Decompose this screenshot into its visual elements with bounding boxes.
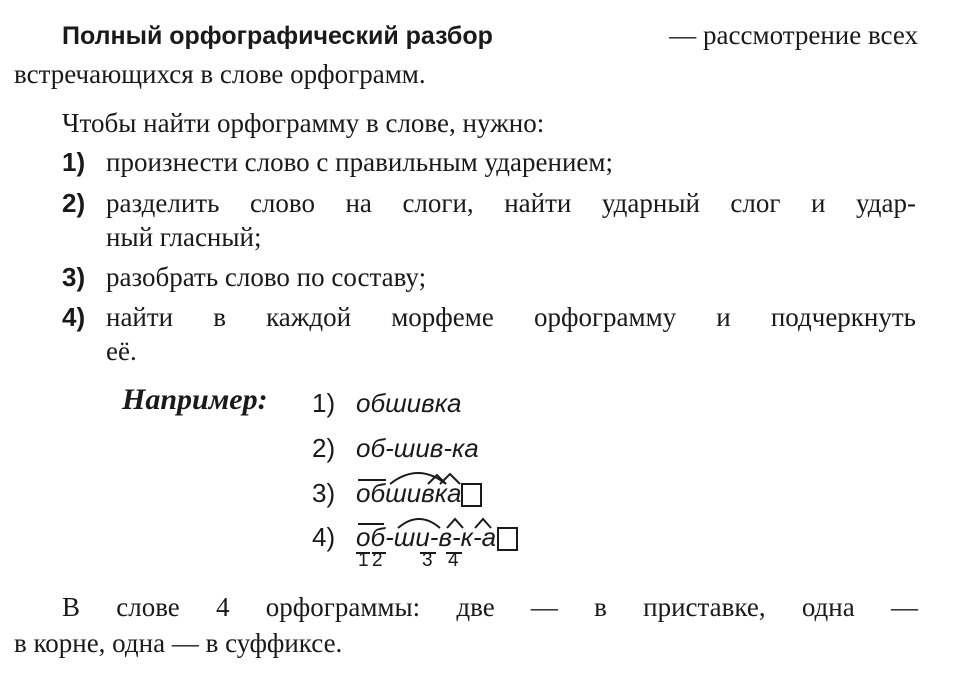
example-label: Например: bbox=[122, 383, 268, 416]
step-4-number: 4) bbox=[62, 302, 86, 332]
orthogram-marker-2: 2 bbox=[372, 550, 383, 571]
conclusion-line-2: в корне, одна — в суффиксе. bbox=[14, 628, 343, 658]
orthogram-marker-3: 3 bbox=[422, 550, 433, 571]
step-3-number: 3) bbox=[62, 262, 86, 292]
step-1-number: 1) bbox=[62, 147, 86, 177]
example-4-number: 4) bbox=[312, 522, 336, 552]
step-4-text-line-2: её. bbox=[106, 336, 137, 366]
definition-text: — рассмотрение всех bbox=[669, 20, 918, 50]
ending-mark-4 bbox=[498, 528, 517, 550]
definition-term: Полный орфографический разбор bbox=[62, 22, 493, 50]
step-1-text: произнести слово с правильным ударением; bbox=[106, 147, 613, 177]
orthogram-marker-1: 1 bbox=[358, 550, 369, 571]
example-2-word: об-шив-ка bbox=[356, 433, 479, 463]
step-2-number: 2) bbox=[62, 188, 86, 218]
example-3-word: обшивка bbox=[356, 478, 462, 508]
root-mark-4 bbox=[398, 519, 440, 528]
step-3-text: разобрать слово по составу; bbox=[106, 262, 427, 292]
example-1-number: 1) bbox=[312, 388, 336, 418]
step-2-text-line-2: ный гласный; bbox=[106, 222, 262, 252]
example-3-number: 3) bbox=[312, 478, 336, 508]
definition-line-2: встречающихся в слове орфограмм. bbox=[14, 59, 426, 89]
suffix-mark-4a bbox=[447, 519, 463, 528]
ending-mark bbox=[462, 484, 481, 506]
step-4-text-line-1: найти в каждой морфеме орфограмму и подчеркнуть bbox=[106, 302, 916, 332]
example-1-word: обшивка bbox=[356, 388, 462, 418]
orthogram-marker-4: 4 bbox=[448, 550, 459, 571]
suffix-mark-4b bbox=[475, 519, 491, 528]
instruction-text: Чтобы найти орфограмму в слове, нужно: bbox=[62, 108, 545, 138]
conclusion-line-1: В слове 4 орфограммы: две — в приставке, одна — bbox=[62, 592, 918, 622]
step-2-text-line-1: разделить слово на слоги, найти ударный слог и удар- bbox=[106, 188, 916, 218]
example-4-word: об-ши-в-к-а bbox=[356, 522, 497, 552]
example-2-number: 2) bbox=[312, 433, 336, 463]
